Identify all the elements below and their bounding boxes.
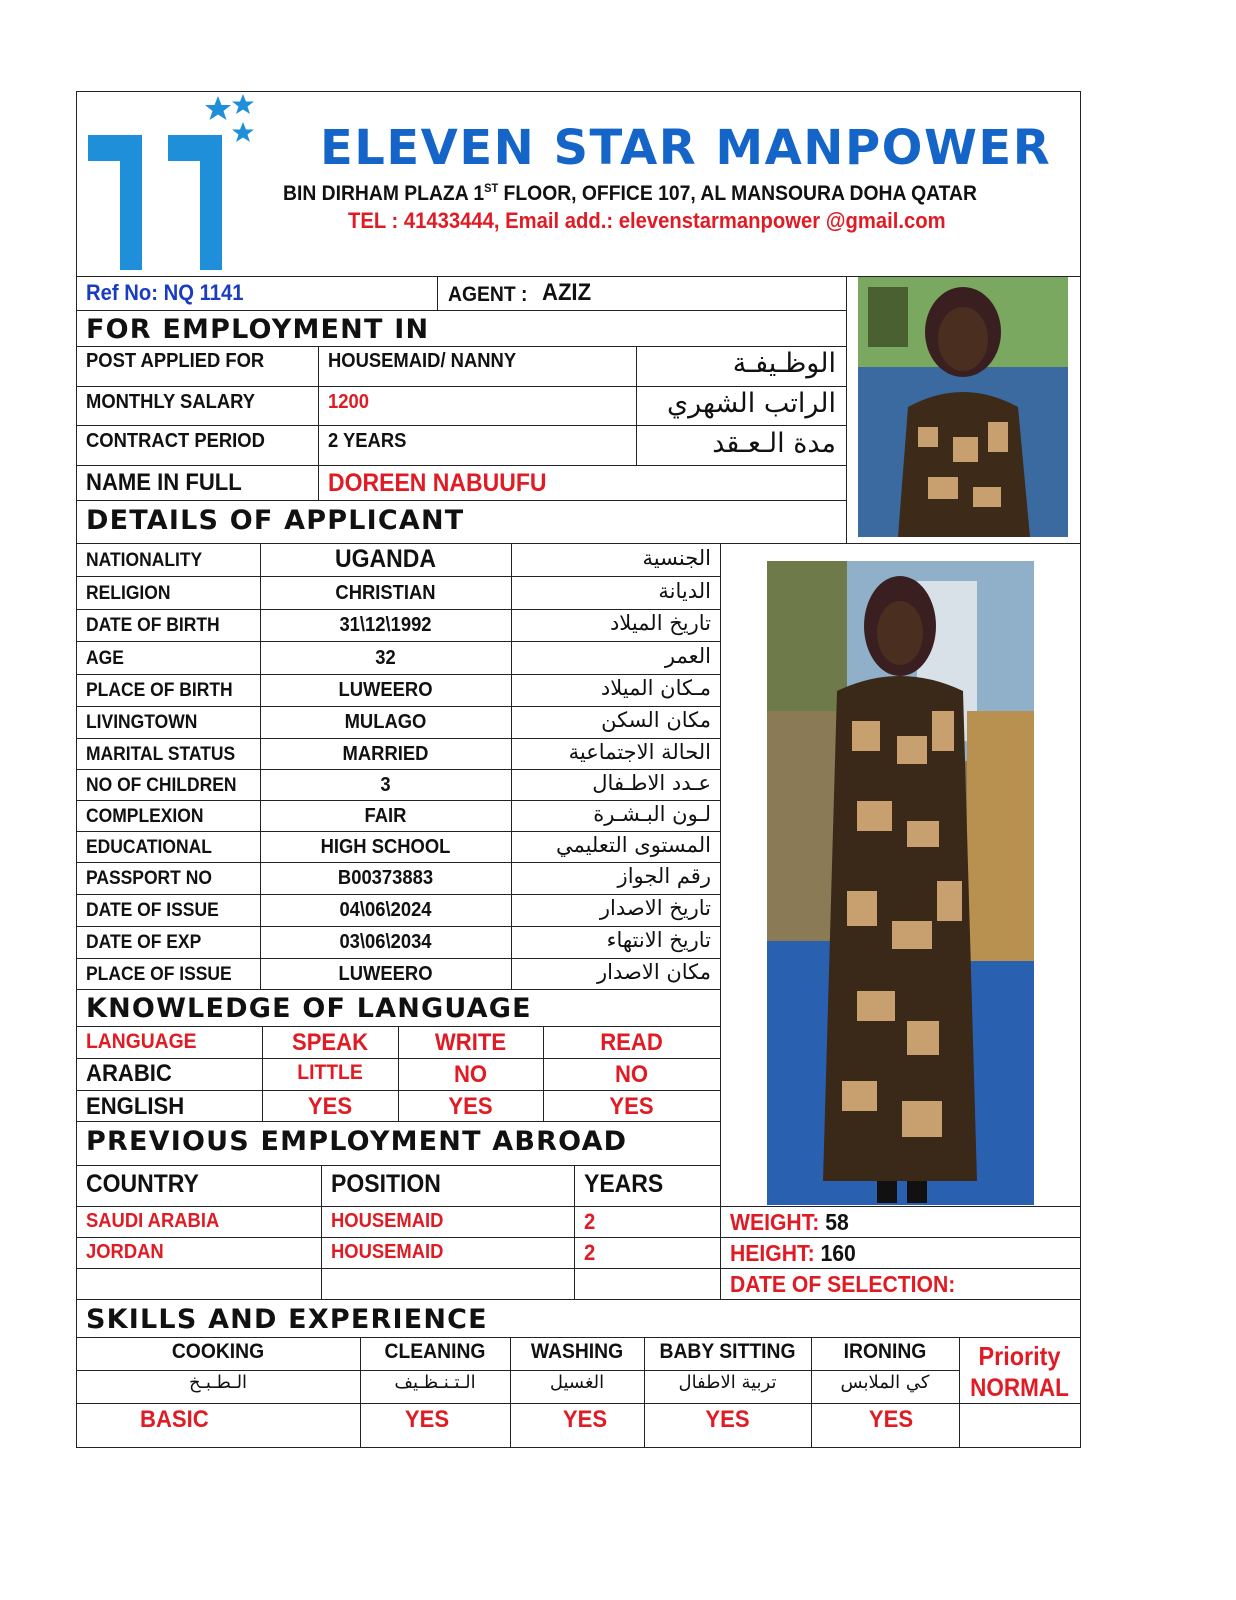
detail-value: HIGH SCHOOL [320, 835, 451, 858]
contract-label: CONTRACT PERIOD [86, 430, 265, 452]
height-value: 160 [820, 1240, 856, 1266]
table-line [76, 926, 721, 927]
previous-header-years: YEARS [584, 1170, 664, 1198]
detail-value: 3 [380, 773, 391, 796]
table-line [574, 1165, 575, 1299]
detail-arabic: العمر [664, 643, 711, 668]
selection-date-label: DATE OF SELECTION: [730, 1271, 956, 1297]
skill-cooking-value: BASIC [140, 1406, 209, 1433]
table-line [76, 543, 1081, 544]
detail-label: PASSPORT NO [86, 868, 212, 889]
previous-position: HOUSEMAID [331, 1241, 444, 1263]
previous-header-position: POSITION [331, 1170, 441, 1198]
detail-label: DATE OF EXP [86, 932, 202, 953]
detail-label: COMPLEXION [86, 805, 204, 827]
table-line [76, 465, 846, 466]
name-value: DOREEN NABUUFU [328, 469, 547, 497]
table-line [76, 609, 721, 610]
table-line [76, 277, 77, 1447]
detail-value: FAIR [364, 804, 407, 827]
detail-value: MARRIED [342, 742, 429, 765]
table-line [76, 1121, 721, 1122]
detail-label: EDUCATIONAL [86, 836, 212, 858]
section-previous-title: PREVIOUS EMPLOYMENT ABROAD [86, 1126, 628, 1157]
section-employment-title: FOR EMPLOYMENT IN [86, 314, 430, 345]
table-line [76, 1165, 721, 1166]
skill-cooking-label: COOKING [171, 1340, 265, 1363]
height-label: HEIGHT: [730, 1240, 815, 1266]
table-line [811, 1337, 812, 1447]
table-line [318, 346, 319, 500]
table-line [260, 543, 261, 989]
detail-value: LUWEERO [338, 679, 433, 701]
detail-arabic: تاريخ الاصدار [599, 896, 711, 920]
detail-value: LUWEERO [338, 962, 433, 985]
name-label: NAME IN FULL [86, 469, 242, 496]
table-line [76, 1447, 1081, 1448]
skill-washing-value: YES [562, 1406, 608, 1433]
table-line [76, 1206, 1081, 1207]
detail-arabic: المستوى التعليمي [555, 832, 711, 857]
previous-header-country: COUNTRY [86, 1170, 199, 1198]
contract-arabic: مدة الـعـقد [712, 428, 836, 459]
priority-value: NORMAL [970, 1374, 1069, 1402]
contract-value: 2 YEARS [328, 430, 407, 452]
detail-arabic: مكان السكن [601, 708, 711, 732]
detail-label: MARITAL STATUS [86, 743, 236, 765]
previous-country: SAUDI ARABIA [86, 1210, 220, 1232]
detail-value: B00373883 [337, 867, 434, 889]
skill-cooking-arabic: الـطـبـخ [188, 1372, 248, 1393]
skill-babysitting-label: BABY SITTING [659, 1340, 796, 1363]
table-line [76, 386, 846, 387]
company-logo [86, 94, 261, 274]
arabic-write: NO [453, 1061, 488, 1088]
table-line [76, 1268, 1081, 1269]
arabic-read: NO [614, 1061, 649, 1088]
language-header-language: LANGUAGE [86, 1030, 197, 1053]
ref-number: Ref No: NQ 1141 [86, 280, 244, 305]
previous-years: 2 [584, 1209, 596, 1234]
skill-babysitting-value: YES [705, 1406, 750, 1433]
table-line [437, 277, 438, 310]
detail-value: CHRISTIAN [335, 581, 436, 604]
detail-value: 04\06\2024 [339, 899, 432, 921]
detail-label: PLACE OF ISSUE [86, 963, 232, 985]
table-line [76, 425, 846, 426]
table-line [511, 543, 512, 989]
skill-cleaning-arabic: الـتـنـظـيف [394, 1372, 476, 1393]
detail-arabic: تاريخ الانتهاء [606, 928, 711, 952]
applicant-photo-full [767, 561, 1034, 1205]
table-line [636, 346, 637, 465]
salary-label: MONTHLY SALARY [86, 391, 256, 413]
post-arabic: الوظـيفـة [732, 348, 836, 379]
priority-label: Priority [978, 1341, 1061, 1371]
detail-value: 03\06\2034 [339, 931, 432, 953]
arabic-speak: LITTLE [297, 1061, 363, 1084]
section-language-title: KNOWLEDGE OF LANGUAGE [86, 993, 532, 1024]
table-line [76, 769, 721, 770]
table-line [76, 641, 721, 642]
detail-arabic: مـكان الميلاد [600, 676, 711, 700]
table-line [543, 1026, 544, 1121]
address-superscript: ST [484, 181, 499, 195]
english-read: YES [609, 1093, 654, 1120]
table-line [76, 831, 721, 832]
skill-babysitting-arabic: تربية الاطفال [678, 1372, 777, 1393]
detail-arabic: الجنسية [642, 545, 711, 570]
previous-position: HOUSEMAID [331, 1210, 444, 1232]
detail-arabic: الديانة [658, 578, 711, 603]
table-line [76, 738, 721, 739]
language-arabic: ARABIC [86, 1060, 172, 1087]
table-line [76, 800, 721, 801]
detail-label: PLACE OF BIRTH [86, 680, 233, 701]
table-line [76, 989, 721, 990]
table-line [76, 674, 721, 675]
table-line [76, 310, 846, 311]
table-line [321, 1165, 322, 1299]
table-line [76, 1237, 1081, 1238]
table-line [720, 543, 721, 1299]
table-line [76, 958, 721, 959]
table-line [76, 862, 721, 863]
weight-value: 58 [825, 1209, 849, 1235]
english-write: YES [448, 1093, 493, 1120]
address-part: FLOOR, OFFICE 107, AL MANSOURA DOHA QATAR [498, 182, 977, 205]
table-line [1080, 277, 1081, 1447]
detail-arabic: رقم الجواز [617, 864, 711, 888]
detail-arabic: تاريخ الميلاد [609, 611, 711, 635]
previous-years: 2 [584, 1240, 596, 1265]
detail-label: NO OF CHILDREN [86, 774, 237, 796]
post-value: HOUSEMAID/ NANNY [328, 350, 517, 372]
agent-label: AGENT : [448, 283, 528, 306]
salary-arabic: الراتب الشهري [666, 388, 836, 419]
table-line [76, 1370, 960, 1371]
table-line [76, 500, 846, 501]
skill-washing-label: WASHING [530, 1340, 624, 1363]
table-line [76, 576, 721, 577]
language-header-write: WRITE [434, 1029, 507, 1056]
table-line [76, 1337, 1081, 1338]
language-header-read: READ [600, 1029, 663, 1056]
table-line [76, 1299, 1081, 1300]
detail-arabic: لـون البـشـرة [593, 801, 711, 826]
language-header-speak: SPEAK [291, 1029, 369, 1056]
post-label: POST APPLIED FOR [86, 350, 265, 372]
skill-ironing-label: IRONING [843, 1340, 927, 1363]
weight-label: WEIGHT: [730, 1209, 820, 1235]
previous-country: JORDAN [86, 1241, 164, 1263]
company-contact: TEL : 41433444, Email add.: elevenstarmanpower @gmail.com [348, 208, 946, 233]
english-speak: YES [307, 1093, 353, 1120]
detail-label: DATE OF ISSUE [86, 900, 219, 921]
skill-ironing-value: YES [868, 1406, 914, 1433]
detail-value: MULAGO [344, 711, 427, 733]
section-skills-title: SKILLS AND EXPERIENCE [86, 1304, 488, 1335]
table-line [262, 1026, 263, 1121]
company-address [283, 182, 977, 204]
skill-ironing-arabic: كي الملابس [840, 1372, 930, 1393]
detail-value: 31\12\1992 [339, 614, 432, 636]
detail-arabic: الحالة الاجتماعية [568, 739, 711, 764]
table-line [510, 1337, 511, 1447]
table-line [846, 277, 847, 543]
detail-label: LIVINGTOWN [86, 712, 198, 733]
detail-arabic: عـدد الاطـفال [592, 770, 711, 795]
table-line [76, 346, 846, 347]
height-field [730, 1242, 856, 1265]
company-name: ELEVEN STAR MANPOWER [320, 120, 1052, 176]
detail-arabic: مكان الاصدار [597, 959, 711, 984]
detail-label: RELIGION [86, 582, 171, 604]
table-line [398, 1026, 399, 1121]
detail-label: AGE [86, 647, 124, 669]
applicant-photo-small [858, 277, 1068, 537]
detail-label: DATE OF BIRTH [86, 615, 220, 636]
skill-washing-arabic: الغسيل [549, 1372, 605, 1393]
skill-cleaning-value: YES [404, 1406, 450, 1433]
address-part: BIN DIRHAM PLAZA 1 [283, 182, 485, 205]
salary-value: 1200 [328, 391, 369, 413]
table-line [76, 1403, 1081, 1404]
language-english: ENGLISH [86, 1093, 185, 1120]
detail-value: UGANDA [335, 545, 436, 573]
table-line [76, 706, 721, 707]
detail-value: 32 [375, 646, 396, 669]
weight-field [730, 1211, 849, 1234]
agent-name: AZIZ [542, 279, 592, 306]
section-details-title: DETAILS OF APPLICANT [86, 505, 465, 536]
table-line [76, 894, 721, 895]
skill-cleaning-label: CLEANING [384, 1340, 486, 1363]
detail-label: NATIONALITY [86, 549, 203, 571]
